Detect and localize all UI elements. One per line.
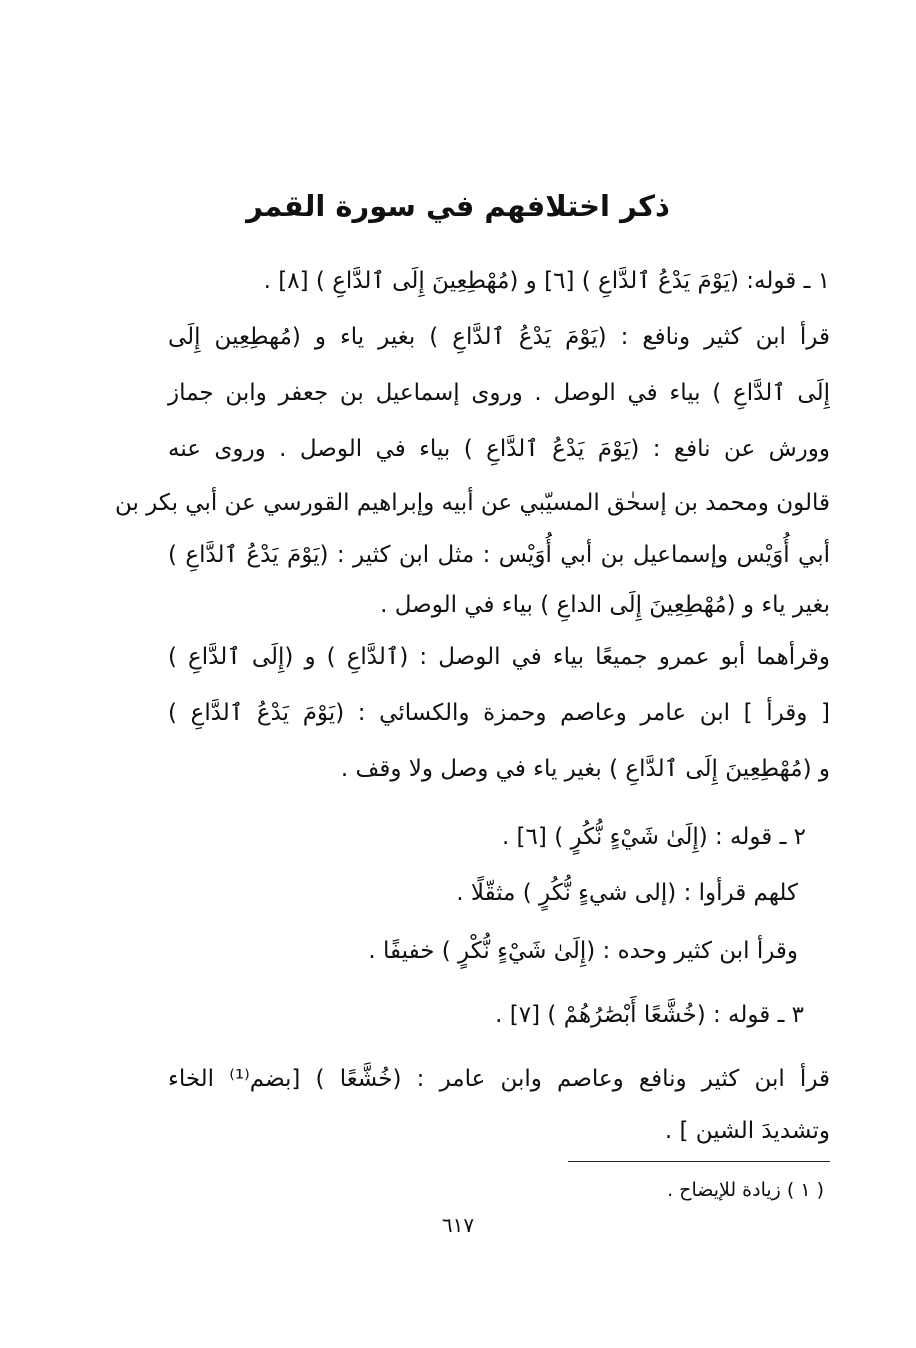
body-line: بغير ياء و (مُهْطِعِينَ إِلَى الداعِ ) بياء في الوصل . [380,592,830,618]
chapter-title: ذكر اختلافهم في سورة القمر [246,189,670,223]
body-line: وورش عن نافع : (يَوْمَ يَدْعُ ٱلدَّاعِ ) بياء في الوصل . وروى عنه [168,436,830,462]
body-line: كلهم قرأوا : (إلى شيءٍ نُّكُرٍ ) مثقّلًا . [456,880,798,906]
footnote: ( ١ ) زيادة للإيضاح . [667,1179,824,1201]
body-line: قرأ ابن كثير ونافع : (يَوْمَ يَدْعُ ٱلدَّاعِ ) بغير ياء و (مُهطِعِين إِلَى [168,324,830,350]
line-item-3-heading: ٣ ـ قوله : (خُشَّعًا أَبْصَٰرُهُمْ ) [٧] . [495,1002,804,1028]
line-item-1-heading: ١ ـ قوله: (يَوْمَ يَدْعُ ٱلدَّاعِ ) [٦] و (مُهْطِعِينَ إِلَى ٱلدَّاعِ ) [٨] . [263,268,830,294]
footnote-divider [568,1161,830,1162]
body-line: قرأ ابن كثير ونافع وعاصم وابن عامر : (خُشَّعًا ) [بضم⁽¹⁾ الخاء [168,1066,830,1092]
body-line: وتشديدَ الشين ] . [664,1118,830,1144]
body-line: قالون ومحمد بن إسحٰق المسيّبي عن أبيه وإبراهيم القورسي عن أبي بكر بن [114,490,830,516]
body-line: وقرأهما أبو عمرو جميعًا بياء في الوصل : (ٱلدَّاعِ ) و (إِلَى ٱلدَّاعِ ) [168,644,830,670]
body-line: و (مُهْطِعِينَ إِلَى ٱلدَّاعِ ) بغير ياء في وصل ولا وقف . [340,756,830,782]
body-line: [ وقرأ ] ابن عامر وعاصم وحمزة والكسائي : (يَوْمَ يَدْعُ ٱلدَّاعِ ) [168,700,830,726]
body-line: أبي أُوَيْس وإسماعيل بن أبي أُوَيْس : مثل ابن كثير : (يَوْمَ يَدْعُ ٱلدَّاعِ ) [168,542,830,568]
line-item-2-heading: ٢ ـ قوله : (إِلَىٰ شَيْءٍ نُّكُرٍ ) [٦] . [501,824,806,850]
body-line: وقرأ ابن كثير وحده : (إِلَىٰ شَيْءٍ نُّكْرٍ ) خفيفًا . [368,938,798,964]
page-number: ٦١٧ [441,1213,475,1237]
body-line: إِلَى ٱلدَّاعِ ) بياء في الوصل . وروى إسماعيل بن جعفر وابن جماز [168,380,830,406]
